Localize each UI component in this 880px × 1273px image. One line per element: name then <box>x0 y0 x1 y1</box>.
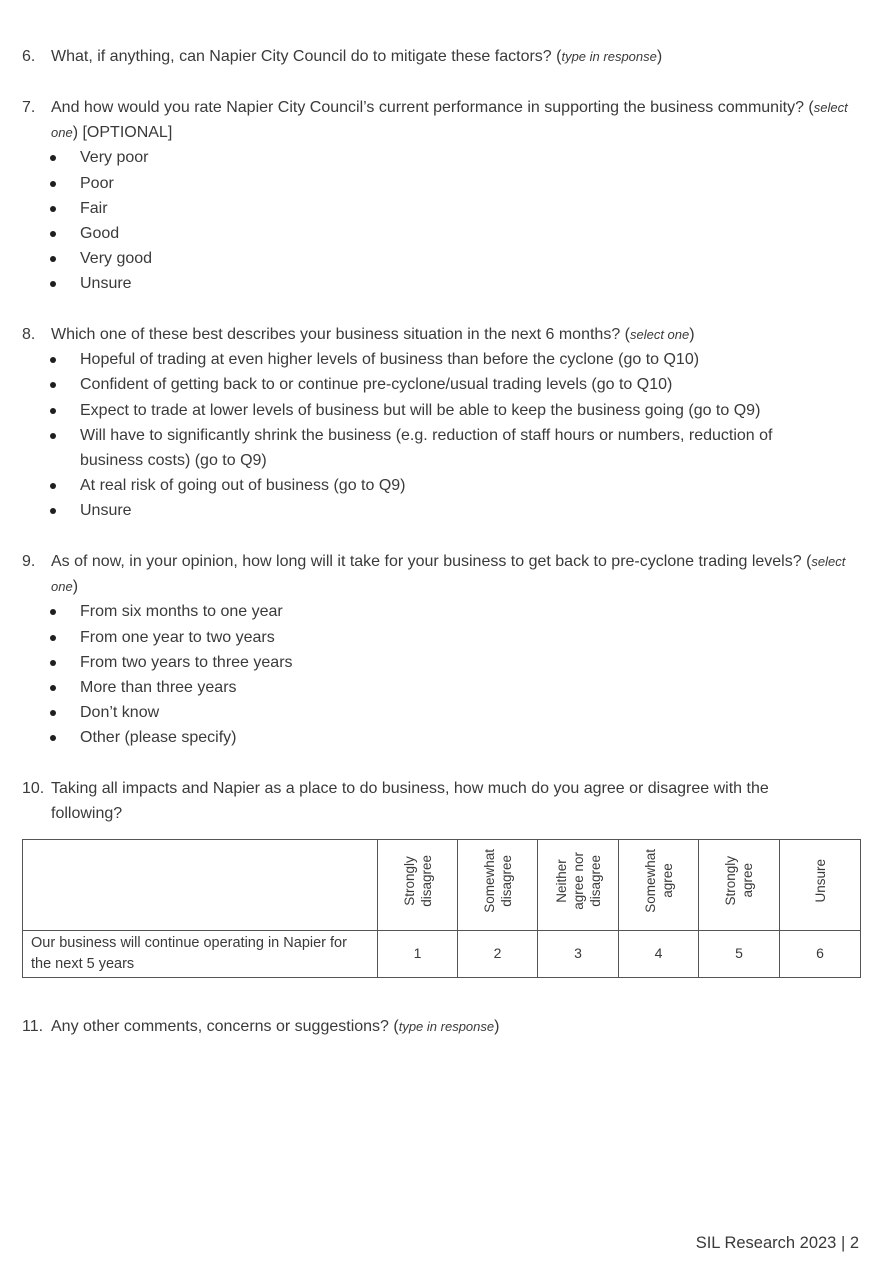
option-item[interactable]: Will have to significantly shrink the business (e.g. reduction of staff hours or numbers, reduction of business costs) (go to Q9) <box>50 423 852 473</box>
question-suffix: ) <box>494 1018 500 1035</box>
option-item[interactable]: Unsure <box>50 271 852 296</box>
option-item[interactable]: Very poor <box>50 145 852 170</box>
response-hint: type in response <box>398 1019 495 1034</box>
question-11 <box>22 1014 852 1039</box>
question-text <box>51 1014 852 1039</box>
option-list <box>22 599 852 750</box>
option-item[interactable]: Confident of getting back to or continue pre-cyclone/usual trading levels (go to Q10) <box>50 372 852 397</box>
scale-cell[interactable]: 5 <box>699 931 780 978</box>
scale-cell[interactable]: 6 <box>780 931 861 978</box>
column-header-label: Unsure <box>812 859 828 903</box>
column-header <box>699 840 780 931</box>
column-header-label: Somewhat agree <box>642 849 675 913</box>
option-item[interactable]: Don’t know <box>50 700 852 725</box>
scale-cell[interactable]: 2 <box>458 931 538 978</box>
question-prompt: And how would you rate Napier City Council’s current performance in supporting the business community? ( <box>51 99 814 116</box>
scale-cell[interactable]: 3 <box>538 931 619 978</box>
question-text <box>51 322 852 347</box>
option-item[interactable]: Hopeful of trading at even higher levels of business than before the cyclone (go to Q10) <box>50 347 852 372</box>
option-item[interactable]: Expect to trade at lower levels of business but will be able to keep the business going (go to Q9) <box>50 398 852 423</box>
question-text <box>51 95 852 145</box>
question-number: 6. <box>22 48 36 65</box>
question-text <box>51 44 852 69</box>
question-number: 7. <box>22 99 36 116</box>
column-header <box>780 840 861 931</box>
response-hint: select one <box>629 327 690 342</box>
table-row <box>23 931 861 978</box>
scale-cell[interactable]: 4 <box>619 931 699 978</box>
question-prompt: Which one of these best describes your business situation in the next 6 months? ( <box>51 326 630 343</box>
question-text: Taking all impacts and Napier as a place to do business, how much do you agree or disagree with the following? <box>51 780 769 823</box>
column-header <box>378 840 458 931</box>
question-number: 10. <box>22 780 45 797</box>
question-text <box>51 549 852 599</box>
option-item[interactable]: From two years to three years <box>50 650 852 675</box>
question-number: 9. <box>22 553 36 570</box>
column-header <box>619 840 699 931</box>
column-header-label: Strongly disagree <box>401 855 434 907</box>
question-number: 11. <box>22 1018 44 1035</box>
question-number: 8. <box>22 326 36 343</box>
option-item[interactable]: Good <box>50 221 852 246</box>
column-header-label: Somewhat disagree <box>481 849 514 913</box>
table-header-row <box>23 840 861 931</box>
response-hint: select one <box>51 100 848 141</box>
question-suffix: ) <box>689 326 695 343</box>
option-item[interactable]: At real risk of going out of business (go to Q9) <box>50 473 852 498</box>
page-footer: SIL Research 2023 | 2 <box>695 1234 859 1252</box>
question-suffix: ) <box>72 578 79 596</box>
table-corner-cell <box>23 840 378 931</box>
column-header <box>458 840 538 931</box>
question-9 <box>22 549 852 751</box>
question-prompt: Any other comments, concerns or suggestions? ( <box>51 1018 399 1035</box>
option-item[interactable]: More than three years <box>50 675 852 700</box>
option-list <box>22 145 852 296</box>
response-hint: type in response <box>561 49 657 64</box>
question-8 <box>22 322 852 524</box>
column-header-label: Strongly agree <box>723 856 755 906</box>
question-prompt: As of now, in your opinion, how long will it take for your business to get back to pre-cyclone trading levels? ( <box>51 553 812 570</box>
option-item[interactable]: Poor <box>50 171 852 196</box>
option-item[interactable]: Fair <box>50 196 852 221</box>
question-suffix: ) [OPTIONAL] <box>72 124 173 142</box>
question-7 <box>22 95 852 297</box>
option-list <box>22 347 852 523</box>
scale-cell[interactable]: 1 <box>378 931 458 978</box>
option-item[interactable]: Other (please specify) <box>50 725 852 750</box>
question-6 <box>22 44 852 69</box>
response-hint: select one <box>51 554 846 595</box>
question-suffix: ) <box>656 48 663 65</box>
column-header <box>538 840 619 931</box>
question-10 <box>22 776 812 826</box>
option-item[interactable]: From six months to one year <box>50 599 852 624</box>
option-item[interactable]: Very good <box>50 246 852 271</box>
row-label: Our business will continue operating in Napier for the next 5 years <box>23 931 378 978</box>
column-header-label: Neither agree nor disagree <box>553 852 603 910</box>
question-prompt: What, if anything, can Napier City Council do to mitigate these factors? ( <box>51 48 562 65</box>
option-item[interactable]: Unsure <box>50 498 852 523</box>
option-item[interactable]: From one year to two years <box>50 625 852 650</box>
agreement-table <box>22 839 861 978</box>
